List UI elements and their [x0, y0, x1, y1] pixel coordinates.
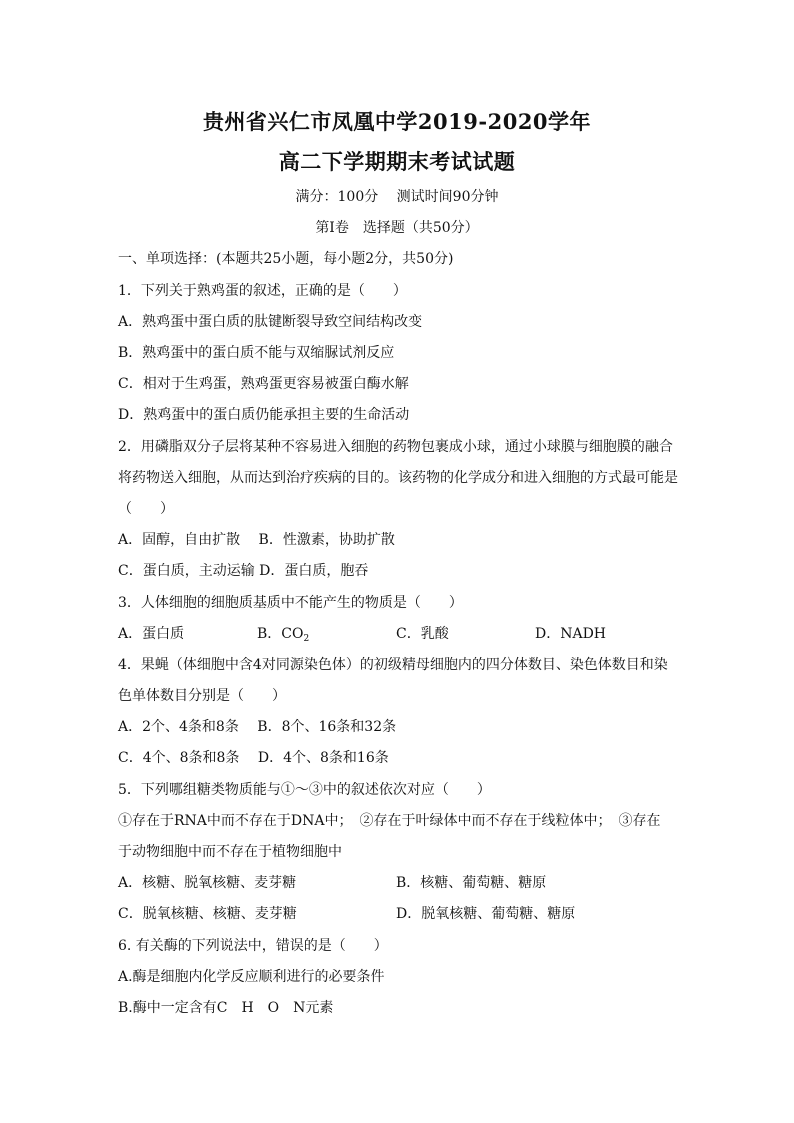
question-6-option-b: B.酶中一定含有C H O N元素 — [118, 1000, 334, 1016]
question-1-option-b: B．熟鸡蛋中的蛋白质不能与双缩脲试剂反应 — [118, 345, 395, 361]
question-4-stem-line2: 色单体数目分别是（ ） — [118, 688, 286, 704]
question-5-option-a: A．核糖、脱氧核糖、麦芽糖 — [118, 875, 297, 891]
question-4-options-row2: C．4个、8条和8条 D．4个、8条和16条 — [118, 750, 389, 766]
question-1-option-d: D．熟鸡蛋中的蛋白质仍能承担主要的生命活动 — [118, 407, 410, 423]
question-3-option-d: D．NADH — [535, 626, 607, 642]
question-2-stem-line2: 将药物送入细胞，从而达到治疗疾病的目的。该药物的化学成分和进入细胞的方式最可能是 — [118, 470, 678, 486]
question-2-options-row2: C．蛋白质，主动运输 D．蛋白质，胞吞 — [118, 563, 369, 579]
question-3-option-a: A．蛋白质 — [118, 626, 185, 642]
score-and-time: 满分：100分 测试时间90分钟 — [295, 189, 499, 205]
exam-title-line2: 高二下学期期末考试试题 — [278, 149, 516, 174]
question-5-description-line1: ①存在于RNA中而不存在于DNA中； ②存在于叶绿体中而不存在于线粒体中； ③存在 — [118, 813, 661, 829]
question-4-options-row1: A．2个、4条和8条 B．8个、16条和32条 — [118, 719, 397, 735]
question-3-option-b — [257, 623, 309, 644]
question-3-option-b-text: B．CO — [257, 626, 304, 642]
exam-title-line1: 贵州省兴仁市凤凰中学2019-2020学年 — [202, 109, 592, 134]
question-1-stem: 1．下列关于熟鸡蛋的叙述，正确的是（ ） — [118, 283, 407, 299]
question-2-stem-line3: （ ） — [118, 501, 174, 517]
question-6-option-a: A.酶是细胞内化学反应顺利进行的必要条件 — [118, 969, 385, 985]
instructions: 一、单项选择：(本题共25小题，每小题2分，共50分) — [118, 251, 454, 267]
question-1-option-c: C．相对于生鸡蛋，熟鸡蛋更容易被蛋白酶水解 — [118, 376, 409, 392]
question-6-stem: 6. 有关酶的下列说法中，错误的是（ ） — [118, 938, 388, 954]
question-2-stem-line1: 2．用磷脂双分子层将某种不容易进入细胞的药物包裹成小球，通过小球膜与细胞膜的融合 — [118, 439, 673, 455]
question-5-option-b: B．核糖、葡萄糖、糖原 — [396, 875, 547, 891]
question-4-stem-line1: 4．果蝇（体细胞中含4对同源染色体）的初级精母细胞内的四分体数目、染色体数目和染 — [118, 657, 668, 673]
question-1-option-a: A．熟鸡蛋中蛋白质的肽键断裂导致空间结构改变 — [118, 314, 423, 330]
question-3-option-c: C．乳酸 — [396, 626, 449, 642]
question-3-stem: 3．人体细胞的细胞质基质中不能产生的物质是（ ） — [118, 595, 463, 611]
question-5-description-line2: 于动物细胞中而不存在于植物细胞中 — [118, 844, 342, 860]
question-5-option-d: D．脱氧核糖、葡萄糖、糖原 — [396, 906, 576, 922]
question-5-option-c: C．脱氧核糖、核糖、麦芽糖 — [118, 906, 297, 922]
section-heading: 第Ⅰ卷 选择题（共50分） — [315, 220, 479, 236]
question-2-options-row1: A．固醇，自由扩散 B．性激素，协助扩散 — [118, 532, 395, 548]
question-5-stem: 5．下列哪组糖类物质能与①～③中的叙述依次对应（ ） — [118, 782, 491, 798]
question-3-option-b-subscript: 2 — [303, 634, 310, 644]
